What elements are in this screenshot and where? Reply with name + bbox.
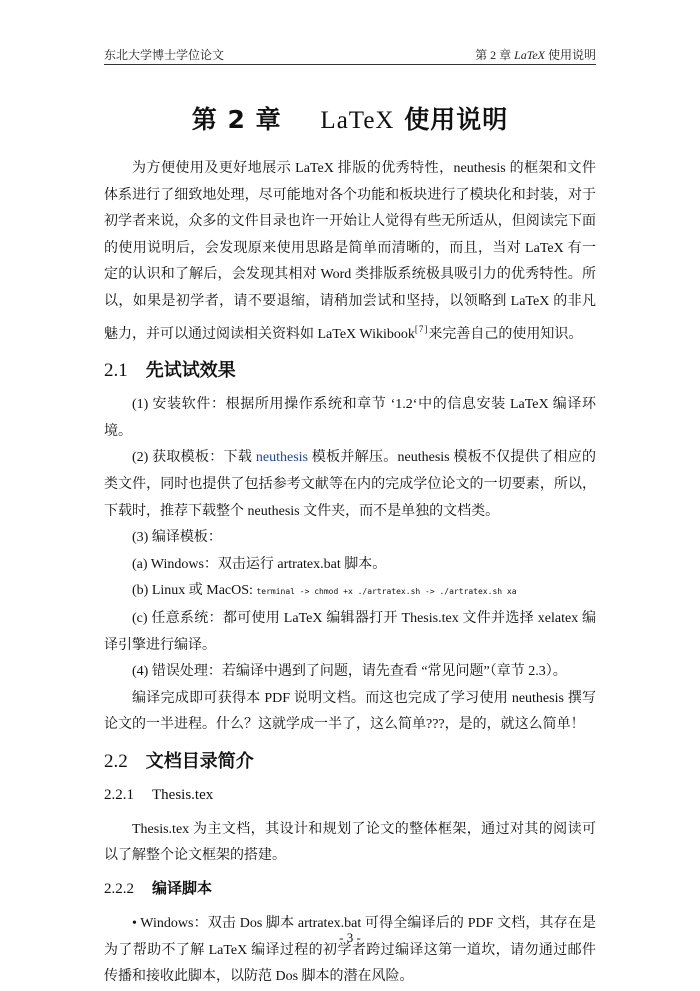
step-compile-any: (c) 任意系统：都可使用 LaTeX 编辑器打开 Thesis.tex 文件并选择 xelatex 编译引擎进行编译。 bbox=[104, 610, 596, 653]
chapter-title-latin: LaTeX bbox=[320, 107, 395, 134]
section-number: 2.1 bbox=[104, 360, 128, 382]
section-heading-2-1 bbox=[104, 358, 596, 384]
section-title: 先试试效果 bbox=[145, 360, 236, 382]
header-university: 东北大学博士学位论文 bbox=[104, 48, 225, 62]
thesis-tex-paragraph: Thesis.tex 为主文档，其设计和规划了论文的整体框架，通过对其的阅读可以了解整个论文框架的搭建。 bbox=[104, 821, 596, 864]
subsection-title: 编译脚本 bbox=[152, 879, 213, 898]
running-header bbox=[104, 44, 596, 64]
step-compile-windows: (a) Windows：双击运行 artratex.bat 脚本。 bbox=[132, 556, 387, 572]
body-content bbox=[104, 156, 596, 991]
compile-conclusion: 编译完成即可获得本 PDF 说明文档。而这也完成了学习使用 neuthesis 撰写论文的一半进程。什么？这就学成一半了，这么简单???，是的，就这么简单！ bbox=[104, 690, 596, 733]
citation-7[interactable]: [7] bbox=[414, 323, 429, 334]
intro-paragraph: 为方便使用及更好地展示 LaTeX 排版的优秀特性，neuthesis 的框架和文件体系进行了细致地处理，尽可能地对各个功能和板块进行了模块化和封装，对于初学者来说，众多的文件目录也许一开始让人觉得有些无所适从，但阅读完下面的使用说明后，会发现原来使用思路是简单而清晰的，而且，当对 LaTeX 有一定的认识和了解后，会发现其相对 Word 类排版系统极具吸引力的优秀特性。所以，如果是初学者，请不要退缩，请稍加尝试和坚持，以领略到 LaTeX 的非凡魅力，并可以通过阅读相关资料如 LaTeX Wikibook[7]来完善自己的使用知识。 bbox=[104, 161, 596, 342]
neuthesis-link[interactable]: neuthesis bbox=[255, 450, 309, 466]
chapter-title bbox=[0, 100, 700, 136]
section-number: 2.2 bbox=[104, 750, 128, 772]
step-compile-unix: (b) Linux 或 MacOS: terminal -> chmod +x ./artratex.sh -> ./artratex.sh xa bbox=[132, 583, 517, 599]
subsection-number: 2.2.2 bbox=[104, 881, 134, 898]
section-title: 文档目录简介 bbox=[145, 750, 254, 772]
header-chapter: 第 2 章 LaTeX 使用说明 bbox=[475, 48, 596, 62]
subsection-heading-2-2-1 bbox=[104, 783, 596, 807]
section-heading-2-2 bbox=[104, 749, 596, 775]
compile-command: terminal -> chmod +x ./artratex.sh -> ./artratex.sh xa bbox=[256, 587, 517, 597]
chapter-title-cjk: 使用说明 bbox=[404, 105, 509, 134]
step-compile: (3) 编译模板： bbox=[132, 530, 222, 546]
subsection-heading-2-2-2 bbox=[104, 876, 596, 901]
subsection-title: Thesis.tex bbox=[152, 786, 214, 803]
chapter-number: 第 2 章 bbox=[191, 105, 282, 134]
subsection-number: 2.2.1 bbox=[104, 786, 134, 803]
step-get-template: (2) 获取模板：下载 neuthesis 模板并解压。neuthesis 模板不仅提供了相应的类文件，同时也提供了包括参考文献等在内的完成学位论文的一切要素，所以，下载时，推荐下载整个 neuthesis 文件夹，而不是单独的文档类。 bbox=[104, 450, 596, 519]
page-number: - 3 - bbox=[339, 930, 361, 945]
step-errors: (4) 错误处理：若编译中遇到了问题，请先查看 “常见问题”（章节 2.3）。 bbox=[132, 664, 567, 680]
header-rule bbox=[104, 64, 596, 65]
step-install: (1) 安装软件：根据所用操作系统和章节 ‘1.2‘中的信息安装 LaTeX 编译环境。 bbox=[104, 397, 596, 439]
compile-script-bullet: • Windows：双击 Dos 脚本 artratex.bat 可得全编译后的 PDF 文档，其存在是为了帮助不了解 LaTeX 编译过程的初学者跨过编译这第一道坎，请勿通过邮件传播和接收此脚本，以防范 Dos 脚本的潜在风险。 bbox=[104, 916, 596, 985]
